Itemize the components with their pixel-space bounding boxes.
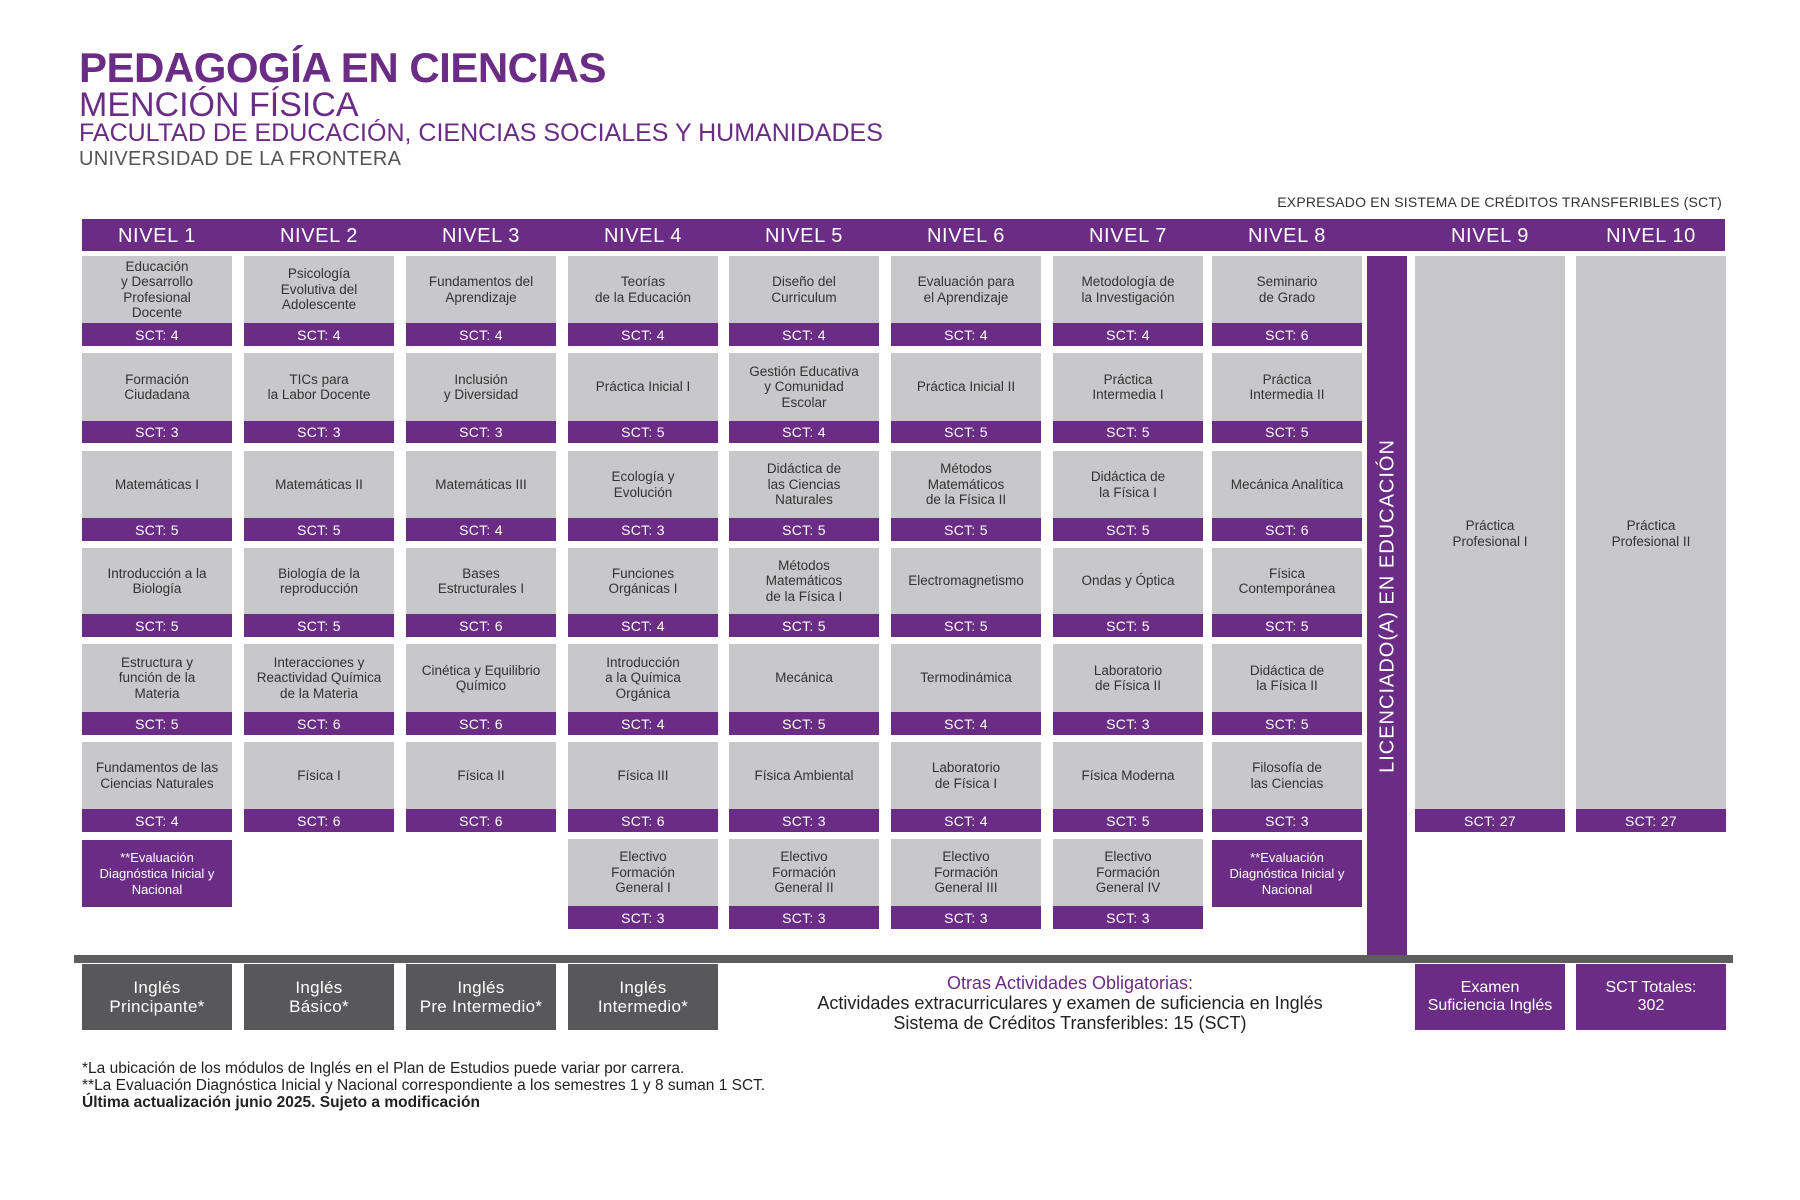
- footnote-evaluacion: **La Evaluación Diagnóstica Inicial y Nacional correspondiente a los semestres 1 y 8 suman 1 SCT.: [82, 1077, 766, 1094]
- course-sct: SCT: 4: [568, 614, 718, 637]
- course-name: Formación Ciudadana: [82, 353, 232, 421]
- course-name: Física I: [244, 742, 394, 809]
- course-sct: SCT: 6: [1212, 323, 1362, 346]
- course-name: Electivo Formación General II: [729, 839, 879, 906]
- level-header: NIVEL 5: [765, 225, 843, 247]
- course-sct: SCT: 4: [406, 323, 556, 346]
- course-name: Introducción a la Biología: [82, 548, 232, 614]
- course-name: Métodos Matemáticos de la Física II: [891, 451, 1041, 518]
- course-sct: SCT: 3: [568, 518, 718, 541]
- course-name: Electromagnetismo: [891, 548, 1041, 614]
- level-header: NIVEL 2: [280, 225, 358, 247]
- course-sct: SCT: 27: [1576, 809, 1726, 832]
- course-sct: SCT: 27: [1415, 809, 1565, 832]
- examen-suficiencia-ingles: Examen Suficiencia Inglés: [1415, 964, 1565, 1030]
- course-name: Matemáticas II: [244, 451, 394, 518]
- ingles-module: Inglés Principante*: [82, 964, 232, 1030]
- course-name: Inclusión y Diversidad: [406, 353, 556, 421]
- level-header: NIVEL 3: [442, 225, 520, 247]
- practica-profesional-2: Práctica Profesional II: [1576, 256, 1726, 809]
- level-header: NIVEL 7: [1089, 225, 1167, 247]
- course-sct: SCT: 4: [244, 323, 394, 346]
- course-sct: SCT: 5: [1212, 712, 1362, 735]
- course-name: Estructura y función de la Materia: [82, 644, 232, 712]
- course-sct: SCT: 3: [1053, 712, 1203, 735]
- course-name: Laboratorio de Física II: [1053, 644, 1203, 712]
- course-name: Electivo Formación General IV: [1053, 839, 1203, 906]
- course-name: Electivo Formación General III: [891, 839, 1041, 906]
- course-name: Metodología de la Investigación: [1053, 256, 1203, 323]
- course-sct: SCT: 5: [1053, 809, 1203, 832]
- course-sct: SCT: 5: [729, 712, 879, 735]
- course-name: Física Contemporánea: [1212, 548, 1362, 614]
- course-sct: SCT: 6: [406, 614, 556, 637]
- course-name: Fundamentos de las Ciencias Naturales: [82, 742, 232, 809]
- credits-note: EXPRESADO EN SISTEMA DE CRÉDITOS TRANSFERIBLES (SCT): [1277, 194, 1722, 210]
- course-name: Física Moderna: [1053, 742, 1203, 809]
- course-name: Bases Estructurales I: [406, 548, 556, 614]
- course-name: Física II: [406, 742, 556, 809]
- course-sct: SCT: 4: [729, 323, 879, 346]
- course-name: Física III: [568, 742, 718, 809]
- level-header: NIVEL 8: [1248, 225, 1326, 247]
- separator-bar: [74, 955, 1733, 963]
- course-sct: SCT: 4: [406, 518, 556, 541]
- course-name: Interacciones y Reactividad Química de la Materia: [244, 644, 394, 712]
- course-sct: SCT: 5: [568, 421, 718, 443]
- course-sct: SCT: 4: [891, 323, 1041, 346]
- course-name: Didáctica de las Ciencias Naturales: [729, 451, 879, 518]
- course-name: Didáctica de la Física I: [1053, 451, 1203, 518]
- otras-actividades-title: Otras Actividades Obligatorias:: [946, 973, 1194, 993]
- level-header: NIVEL 10: [1606, 225, 1696, 247]
- course-name: Mecánica: [729, 644, 879, 712]
- evaluacion-diagnostica-n8: **Evaluación Diagnóstica Inicial y Nacional: [1212, 840, 1362, 907]
- level-header: NIVEL 6: [927, 225, 1005, 247]
- otras-actividades-line1: Actividades extracurriculares y examen de suficiencia en Inglés: [817, 993, 1323, 1013]
- course-name: Práctica Inicial II: [891, 353, 1041, 421]
- course-sct: SCT: 5: [82, 518, 232, 541]
- course-sct: SCT: 5: [891, 614, 1041, 637]
- course-sct: SCT: 4: [891, 712, 1041, 735]
- course-sct: SCT: 4: [891, 809, 1041, 832]
- course-name: Física Ambiental: [729, 742, 879, 809]
- course-sct: SCT: 6: [1212, 518, 1362, 541]
- practica-profesional-1: Práctica Profesional I: [1415, 256, 1565, 809]
- course-name: Laboratorio de Física I: [891, 742, 1041, 809]
- course-sct: SCT: 5: [729, 518, 879, 541]
- course-sct: SCT: 3: [1053, 906, 1203, 929]
- course-sct: SCT: 3: [729, 906, 879, 929]
- course-name: Ecología y Evolución: [568, 451, 718, 518]
- course-name: Filosofía de las Ciencias: [1212, 742, 1362, 809]
- course-sct: SCT: 3: [244, 421, 394, 443]
- level-header: NIVEL 4: [604, 225, 682, 247]
- course-sct: SCT: 5: [244, 518, 394, 541]
- university-name: UNIVERSIDAD DE LA FRONTERA: [79, 148, 402, 170]
- course-sct: SCT: 6: [406, 809, 556, 832]
- page-subtitle: MENCIÓN FÍSICA: [79, 86, 359, 124]
- course-name: Cinética y Equilibrio Químico: [406, 644, 556, 712]
- course-sct: SCT: 5: [1053, 421, 1203, 443]
- footnote-actualizacion: Última actualización junio 2025. Sujeto a modificación: [82, 1094, 480, 1111]
- course-name: Fundamentos del Aprendizaje: [406, 256, 556, 323]
- course-sct: SCT: 3: [82, 421, 232, 443]
- course-sct: SCT: 5: [891, 518, 1041, 541]
- course-sct: SCT: 5: [1212, 421, 1362, 443]
- course-name: Introducción a la Química Orgánica: [568, 644, 718, 712]
- course-sct: SCT: 3: [891, 906, 1041, 929]
- course-name: Biología de la reproducción: [244, 548, 394, 614]
- course-name: Seminario de Grado: [1212, 256, 1362, 323]
- course-sct: SCT: 4: [82, 323, 232, 346]
- course-name: Educación y Desarrollo Profesional Docente: [82, 256, 232, 323]
- course-name: Psicología Evolutiva del Adolescente: [244, 256, 394, 323]
- course-name: TICs para la Labor Docente: [244, 353, 394, 421]
- course-sct: SCT: 3: [568, 906, 718, 929]
- course-name: Matemáticas III: [406, 451, 556, 518]
- course-sct: SCT: 4: [568, 712, 718, 735]
- footnote-ingles: *La ubicación de los módulos de Inglés en el Plan de Estudios puede variar por carrera.: [82, 1060, 685, 1077]
- course-sct: SCT: 5: [1212, 614, 1362, 637]
- licenciado-label: LICENCIADO(A) EN EDUCACIÓN: [1376, 439, 1398, 773]
- course-sct: SCT: 3: [1212, 809, 1362, 832]
- course-name: Práctica Inicial I: [568, 353, 718, 421]
- level-header: NIVEL 1: [118, 225, 196, 247]
- course-name: Mecánica Analítica: [1212, 451, 1362, 518]
- course-sct: SCT: 6: [568, 809, 718, 832]
- course-sct: SCT: 5: [82, 712, 232, 735]
- course-sct: SCT: 5: [1053, 614, 1203, 637]
- course-sct: SCT: 6: [244, 712, 394, 735]
- course-name: Práctica Intermedia II: [1212, 353, 1362, 421]
- course-sct: SCT: 5: [729, 614, 879, 637]
- otras-actividades-line2: Sistema de Créditos Transferibles: 15 (SCT): [893, 1013, 1247, 1033]
- evaluacion-diagnostica-n1: **Evaluación Diagnóstica Inicial y Nacional: [82, 840, 232, 907]
- course-sct: SCT: 3: [406, 421, 556, 443]
- course-name: Electivo Formación General I: [568, 839, 718, 906]
- faculty-name: FACULTAD DE EDUCACIÓN, CIENCIAS SOCIALES Y HUMANIDADES: [79, 119, 883, 147]
- level-header: NIVEL 9: [1451, 225, 1529, 247]
- course-name: Didáctica de la Física II: [1212, 644, 1362, 712]
- course-sct: SCT: 6: [244, 809, 394, 832]
- course-sct: SCT: 4: [568, 323, 718, 346]
- course-name: Métodos Matemáticos de la Física I: [729, 548, 879, 614]
- course-sct: SCT: 5: [244, 614, 394, 637]
- course-name: Matemáticas I: [82, 451, 232, 518]
- course-sct: SCT: 5: [1053, 518, 1203, 541]
- course-sct: SCT: 4: [82, 809, 232, 832]
- course-name: Diseño del Curriculum: [729, 256, 879, 323]
- course-name: Ondas y Óptica: [1053, 548, 1203, 614]
- ingles-module: Inglés Básico*: [244, 964, 394, 1030]
- course-sct: SCT: 5: [891, 421, 1041, 443]
- course-name: Gestión Educativa y Comunidad Escolar: [729, 353, 879, 421]
- ingles-module: Inglés Intermedio*: [568, 964, 718, 1030]
- course-name: Teorías de la Educación: [568, 256, 718, 323]
- course-name: Funciones Orgánicas I: [568, 548, 718, 614]
- course-name: Evaluación para el Aprendizaje: [891, 256, 1041, 323]
- course-name: Práctica Intermedia I: [1053, 353, 1203, 421]
- page-title: PEDAGOGÍA EN CIENCIAS: [79, 44, 607, 91]
- sct-totales: SCT Totales: 302: [1576, 964, 1726, 1030]
- course-sct: SCT: 3: [729, 809, 879, 832]
- ingles-module: Inglés Pre Intermedio*: [406, 964, 556, 1030]
- course-sct: SCT: 4: [1053, 323, 1203, 346]
- course-name: Termodinámica: [891, 644, 1041, 712]
- course-sct: SCT: 5: [82, 614, 232, 637]
- course-sct: SCT: 4: [729, 421, 879, 443]
- course-sct: SCT: 6: [406, 712, 556, 735]
